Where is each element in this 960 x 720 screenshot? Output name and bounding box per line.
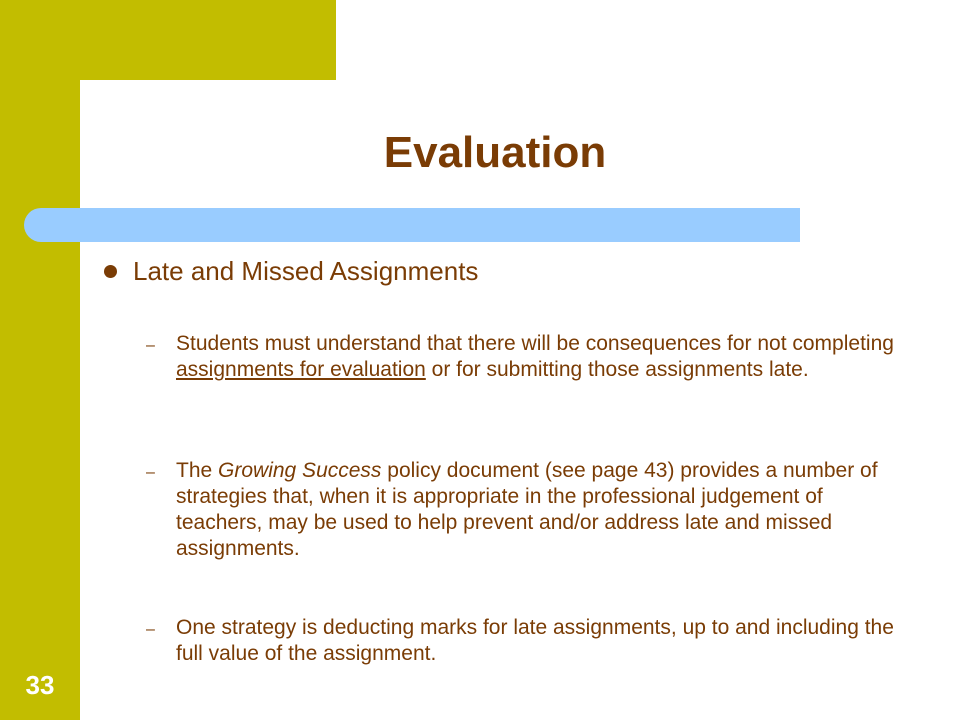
slide-number: 33 — [25, 670, 55, 700]
bullet-dot-icon — [104, 265, 117, 278]
title-underline-bar — [24, 208, 800, 242]
main-bullet-text: Late and Missed Assignments — [133, 256, 479, 286]
italic-document-name: Growing Success — [218, 459, 382, 482]
underlined-phrase: assignments for evaluation — [176, 358, 426, 381]
sub-bullet-2 — [146, 458, 906, 562]
sub-bullet-1-text: Students must understand that there will be consequences for not completing assignments for evaluation or for submitting those assignments late. — [176, 332, 894, 381]
slide-title: Evaluation — [383, 128, 607, 177]
sub-bullet-2-text: The Growing Success policy document (see page 43) provides a number of strategies that, when it is appropriate in the professional judgement of teachers, may be used to help prevent and/or address late and missed assignments. — [176, 459, 878, 560]
left-accent-bar — [0, 0, 80, 720]
dash-icon: – — [146, 464, 155, 481]
sub-bullet-1 — [146, 331, 906, 383]
sub-bullet-3-text: One strategy is deducting marks for late assignments, up to and including the full value of the assignment. — [176, 616, 894, 665]
dash-icon: – — [146, 621, 155, 638]
top-accent-bar — [0, 0, 336, 80]
dash-icon: – — [146, 337, 155, 354]
content-panel-corner — [80, 80, 160, 160]
sub-bullet-3 — [146, 615, 906, 667]
main-bullet — [104, 256, 478, 287]
